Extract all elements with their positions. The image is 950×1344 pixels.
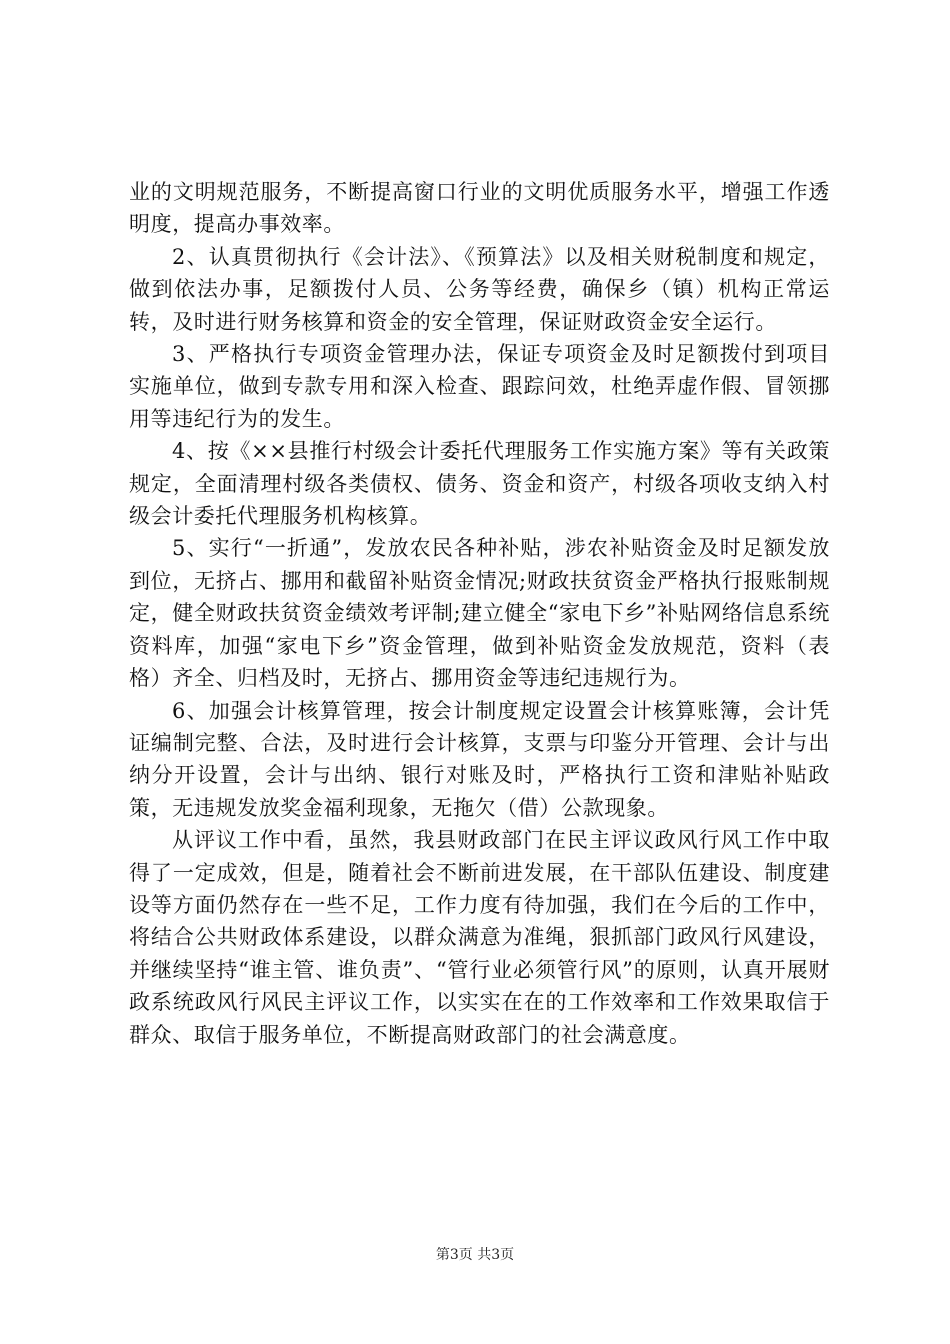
paragraph-conclusion: 从评议工作中看，虽然，我县财政部门在民主评议政风行风工作中取得了一定成效，但是，随着社会不断前进发展，在干部队伍建设、制度建设等方面仍然存在一些不足，工作力度有待加强，我们在今后的工作中，将结合公共财政体系建设，以群众满意为准绳，狠抓部门政风行风建设，并继续坚持“谁主管、谁负责”、“管行业必须管行风”的原则，认真开展财政系统政风行风民主评议工作，以实实在在的工作效率和工作效果取信于群众、取信于服务单位，不断提高财政部门的社会满意度。 [129, 828, 830, 1047]
paragraph-item-4: 4、按《××县推行村级会计委托代理服务工作实施方案》等有关政策规定，全面清理村级各类债权、债务、资金和资产，村级各项收支纳入村级会计委托代理服务机构核算。 [129, 439, 830, 529]
paragraph-item-5: 5、实行“一折通”，发放农民各种补贴，涉农补贴资金及时足额发放到位，无挤占、挪用和截留补贴资金情况;财政扶贫资金严格执行报账制规定，健全财政扶贫资金绩效考评制;建立健全“家电下乡”补贴网络信息系统资料库，加强“家电下乡”资金管理，做到补贴资金发放规范，资料（表格）齐全、归档及时，无挤占、挪用资金等违纪违规行为。 [129, 536, 830, 691]
paragraph-item-2: 2、认真贯彻执行《会计法》、《预算法》以及相关财税制度和规定，做到依法办事，足额拨付人员、公务等经费，确保乡（镇）机构正常运转，及时进行财务核算和资金的安全管理，保证财政资金安全运行。 [129, 244, 830, 334]
paragraph-continuation: 业的文明规范服务，不断提高窗口行业的文明优质服务水平，增强工作透明度，提高办事效率。 [129, 180, 830, 237]
document-body [129, 176, 830, 1051]
paragraph-item-6: 6、加强会计核算管理，按会计制度规定设置会计核算账簿，会计凭证编制完整、合法，及时进行会计核算，支票与印鉴分开管理、会计与出纳分开设置，会计与出纳、银行对账及时，严格执行工资和津贴补贴政策，无违规发放奖金福利现象，无拖欠（借）公款现象。 [129, 698, 830, 820]
page-number-footer: 第3页 共3页 [435, 1247, 515, 1263]
paragraph-item-3: 3、严格执行专项资金管理办法，保证专项资金及时足额拨付到项目实施单位，做到专款专用和深入检查、跟踪问效，杜绝弄虚作假、冒领挪用等违纪行为的发生。 [129, 342, 830, 431]
